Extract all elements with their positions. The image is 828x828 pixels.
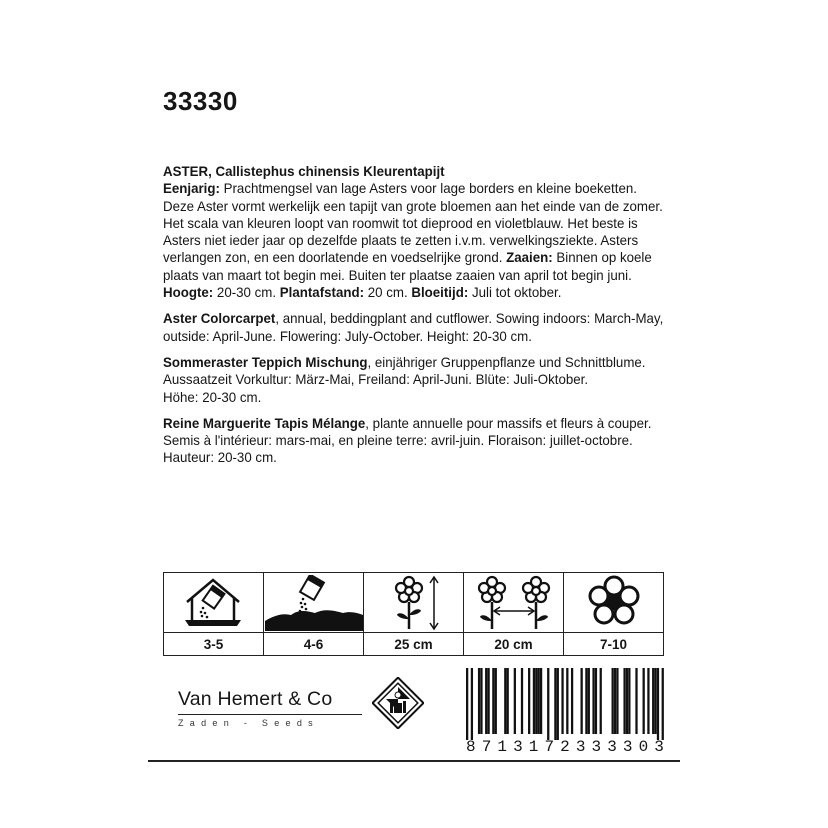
barcode-bar — [614, 668, 616, 734]
bold-text: Eenjarig: — [163, 181, 220, 197]
text-run: Höhe: 20-30 cm. — [163, 389, 262, 405]
barcode-bar — [495, 668, 497, 734]
barcode-bar — [643, 668, 645, 734]
barcode-bar — [654, 668, 656, 734]
barcode-bar — [471, 668, 473, 740]
plant-spacing-value: 20 cm — [494, 636, 533, 652]
description-line — [163, 249, 652, 266]
barcode-bar — [657, 668, 659, 740]
description-line — [163, 354, 652, 371]
description-line — [163, 232, 652, 249]
barcode-bar — [507, 668, 509, 734]
text-run: , annual, beddingplant and cutflower. Sowing indoors: March-May, — [275, 311, 664, 327]
barcode-bar — [612, 668, 614, 734]
barcode-bar — [561, 668, 563, 734]
barcode-bar — [480, 668, 482, 734]
description-line — [163, 198, 663, 215]
barcode-bar — [535, 668, 537, 734]
icon-cell-flowering — [564, 573, 663, 655]
description-line — [163, 449, 652, 466]
description-line — [163, 180, 652, 197]
text-run: Hauteur: 20-30 cm. — [163, 450, 277, 466]
barcode-bar — [592, 668, 594, 734]
description-text — [163, 163, 664, 476]
description-paragraph — [163, 310, 664, 345]
barcode-bar — [616, 668, 618, 734]
barcode-digits — [466, 738, 664, 756]
text-run: 20 cm. — [364, 285, 412, 301]
barcode-digit: 1 — [528, 738, 539, 756]
barcode-digit: 7 — [481, 738, 492, 756]
text-run: Juli tot oktober. — [468, 285, 562, 301]
text-run: Binnen op koele — [552, 250, 652, 266]
bold-text: Bloeitijd: — [411, 285, 469, 301]
barcode-bar — [566, 668, 568, 734]
product-code: 33330 — [163, 86, 238, 116]
description-line — [163, 284, 652, 301]
barcode-bar — [538, 668, 540, 734]
indoor-sowing-months: 3-5 — [203, 636, 224, 652]
barcode-bar — [485, 668, 487, 734]
barcode-bar — [571, 668, 573, 734]
barcode-bar — [554, 668, 556, 740]
barcode-digit: 1 — [497, 738, 507, 756]
description-paragraph — [163, 354, 652, 406]
icon-cell-outdoor-sowing — [264, 573, 364, 655]
plant-spacing-icon — [472, 575, 556, 631]
text-run: , einjähriger Gruppenpflanze und Schnittblume. — [367, 354, 646, 370]
text-run: , plante annuelle pour massifs et fleurs à couper. — [365, 415, 652, 431]
barcode-bar — [504, 668, 506, 734]
flowering-flower-icon — [586, 575, 642, 631]
plant-height-icon — [379, 575, 449, 631]
text-run: Asters niet ieder jaar op dezelfde plaats te zetten i.v.m. verwelkingsziekte. Asters — [163, 233, 639, 249]
description-line — [163, 215, 652, 232]
bold-text: ASTER, Callistephus chinensis Kleurentapijt — [163, 164, 445, 179]
sow-outdoors-soil-icon — [265, 575, 363, 631]
icon-cell-indoor-sowing — [164, 573, 264, 655]
outdoor-sowing-months: 4-6 — [303, 636, 324, 652]
barcode-bar — [540, 668, 542, 734]
barcode-digit: 3 — [654, 738, 664, 756]
barcode-digit: 7 — [544, 738, 555, 756]
bold-text: Aster Colorcarpet — [163, 311, 276, 327]
barcode-bar — [623, 668, 625, 734]
brand-tagline: Zaden - Seeds — [178, 718, 319, 728]
description-line — [163, 432, 652, 449]
barcode-digit: 0 — [638, 738, 649, 756]
bottom-divider-line — [148, 760, 680, 762]
text-run: Het scala van kleuren loopt van roomwit tot dieprood en violetblauw. Het beste is — [163, 215, 638, 231]
description-line — [163, 163, 652, 180]
barcode-digit: 2 — [560, 738, 570, 756]
barcode-bar — [478, 668, 480, 734]
barcode-digit: 3 — [513, 738, 523, 756]
plant-height-value: 25 cm — [394, 636, 433, 652]
text-run: Prachtmengsel van lage Asters voor lage borders en kleine boeketten. — [219, 181, 637, 197]
barcode-bar — [521, 668, 523, 734]
text-run: outside: April-June. Flowering: July-October. Height: 20-30 cm. — [163, 328, 532, 344]
barcode-bar — [585, 668, 587, 734]
barcode-digit: 3 — [607, 738, 617, 756]
barcode-digit: 3 — [622, 738, 633, 756]
barcode-bar — [662, 668, 664, 740]
barcode-bar — [628, 668, 630, 734]
description-line — [163, 371, 652, 388]
bold-text: Hoogte: — [163, 285, 214, 301]
barcode-digit: 3 — [575, 738, 586, 756]
brand-divider — [178, 714, 362, 715]
description-paragraph — [163, 415, 652, 467]
sow-indoors-greenhouse-icon — [179, 576, 249, 630]
barcode-digit: 8 — [466, 738, 476, 756]
icon-cell-plant-spacing — [464, 573, 564, 655]
text-run: verlangen zon, en een doorlatende en voedselrijke grond. — [163, 250, 507, 266]
barcode-bar — [588, 668, 590, 734]
text-run: 20-30 cm. — [213, 285, 280, 301]
description-paragraph — [163, 163, 663, 301]
text-run: Aussaatzeit Vorkultur: März-Mai, Freiland: April-Juni. Blüte: Juli-Oktober. — [163, 372, 589, 388]
barcode-bar — [652, 668, 654, 734]
description-line — [163, 310, 664, 327]
barcode-bar — [581, 668, 583, 734]
barcode-bar — [547, 668, 549, 740]
flowering-months: 7-10 — [599, 636, 628, 652]
description-line — [163, 267, 652, 284]
sowing-icon-table — [163, 572, 664, 656]
bold-text: Sommeraster Teppich Mischung — [163, 354, 368, 370]
bold-text: Plantafstand: — [279, 285, 365, 301]
icon-cell-plant-height — [364, 573, 464, 655]
barcode-bar — [466, 668, 468, 740]
barcode-bar — [557, 668, 559, 740]
description-line — [163, 415, 652, 432]
barcode-bar — [528, 668, 530, 734]
quality-seal-logo-icon — [372, 677, 424, 729]
description-line — [163, 389, 652, 406]
text-run: plaats van maart tot begin mei. Buiten ter plaatse zaaien van april tot begin juni. — [163, 267, 632, 283]
barcode-bar — [626, 668, 628, 734]
text-run: Semis à l'intérieur: mars-mai, en pleine terre: avril-juin. Floraison: juillet-octobre. — [163, 433, 633, 449]
barcode-digit: 3 — [591, 738, 602, 756]
barcode-bar — [600, 668, 602, 734]
barcode-bar — [635, 668, 637, 734]
barcode-bar — [514, 668, 516, 734]
brand-name: Van Hemert & Co — [178, 688, 333, 710]
barcode-bar — [492, 668, 494, 734]
brand-block — [178, 688, 378, 728]
barcode-bar — [533, 668, 535, 734]
text-run: Deze Aster vormt werkelijk een tapijt van grote bloemen aan het einde van de zomer. — [163, 198, 663, 214]
ean-barcode — [466, 668, 664, 740]
barcode-bar — [647, 668, 649, 734]
barcode-bar — [595, 668, 597, 734]
description-line — [163, 328, 652, 345]
barcode-bar — [487, 668, 489, 734]
bold-text: Reine Marguerite Tapis Mélange — [163, 415, 366, 431]
bold-text: Zaaien: — [506, 250, 553, 266]
